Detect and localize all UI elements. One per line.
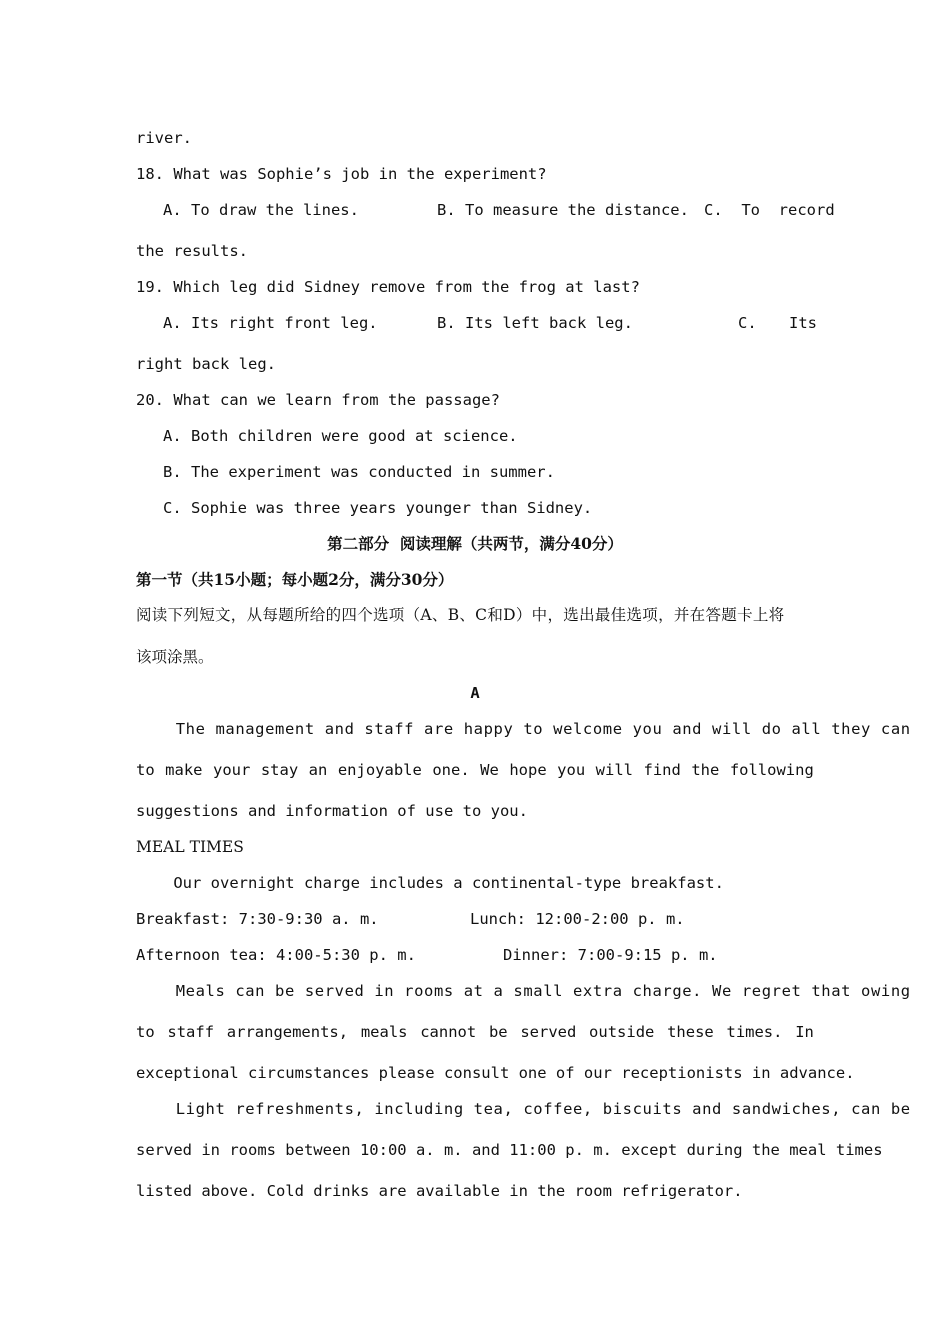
word: We bbox=[480, 761, 499, 779]
meal-paragraph-3-line-2: served in rooms between 10:00 a. m. and 11:00 p. m. except during the meal times bbox=[136, 1141, 883, 1159]
option-18-c: C. To record bbox=[704, 201, 835, 219]
meal-paragraph-1: Our overnight charge includes a continental-type breakfast. bbox=[136, 874, 724, 892]
word: outside bbox=[589, 1023, 655, 1041]
option-18-c-cont: the results. bbox=[136, 242, 248, 260]
instructions-line-2: 该项涂黑。 bbox=[136, 648, 214, 666]
word: will bbox=[595, 761, 633, 779]
word: make bbox=[165, 761, 203, 779]
word: to bbox=[136, 1023, 155, 1041]
option-18-b: B. To measure the distance. bbox=[437, 201, 689, 219]
word: you bbox=[557, 761, 586, 779]
option-19-c-label: C. bbox=[738, 314, 757, 332]
meal-times-heading: MEAL TIMES bbox=[136, 838, 244, 856]
text-line: river. bbox=[136, 129, 192, 147]
section-title: 第一节（共15小题；每小题2分，满分30分） bbox=[136, 570, 454, 589]
word: one. bbox=[432, 761, 470, 779]
word: times. bbox=[726, 1023, 783, 1041]
question-18: 18. What was Sophie’s job in the experiment? bbox=[136, 165, 547, 183]
word: following bbox=[729, 761, 814, 779]
word: cannot bbox=[420, 1023, 477, 1041]
option-19-b: B. Its left back leg. bbox=[437, 314, 633, 332]
word: staff bbox=[167, 1023, 215, 1041]
dinner-time: Dinner: 7:00-9:15 p. m. bbox=[503, 946, 718, 964]
option-20-c: C. Sophie was three years younger than Sidney. bbox=[163, 499, 593, 517]
word: the bbox=[691, 761, 720, 779]
meal-paragraph-2-line-2 bbox=[136, 1023, 814, 1041]
word: hope bbox=[509, 761, 547, 779]
instructions-line-1: 阅读下列短文，从每题所给的四个选项（A、B、C和D）中，选出最佳选项，并在答题卡上将 bbox=[136, 606, 785, 624]
word: these bbox=[667, 1023, 714, 1041]
paragraph-1-line-1: The management and staff are happy to welcome you and will do all they can bbox=[136, 720, 911, 738]
option-18-a: A. To draw the lines. bbox=[163, 201, 359, 219]
part-title: 第二部分 阅读理解（共两节，满分40分） bbox=[327, 534, 623, 553]
meal-paragraph-2-line-1: Meals can be served in rooms at a small extra charge. We regret that owing bbox=[136, 982, 911, 1000]
option-19-c-text: Its bbox=[789, 314, 817, 332]
option-19-a: A. Its right front leg. bbox=[163, 314, 378, 332]
lunch-time: Lunch: 12:00-2:00 p. m. bbox=[470, 910, 685, 928]
word: enjoyable bbox=[337, 761, 422, 779]
question-19: 19. Which leg did Sidney remove from the frog at last? bbox=[136, 278, 640, 296]
option-20-a: A. Both children were good at science. bbox=[163, 427, 518, 445]
word: to bbox=[136, 761, 155, 779]
paragraph-1-line-3: suggestions and information of use to you. bbox=[136, 802, 528, 820]
option-20-b: B. The experiment was conducted in summer. bbox=[163, 463, 555, 481]
word: be bbox=[488, 1023, 508, 1041]
paragraph-1-line-2 bbox=[136, 761, 814, 779]
word: your bbox=[213, 761, 251, 779]
meal-paragraph-3-line-3: listed above. Cold drinks are available in the room refrigerator. bbox=[136, 1182, 743, 1200]
word: arrangements, bbox=[226, 1023, 349, 1041]
passage-letter: A bbox=[470, 684, 480, 702]
option-19-c-cont: right back leg. bbox=[136, 355, 276, 373]
word: stay bbox=[260, 761, 299, 779]
question-20: 20. What can we learn from the passage? bbox=[136, 391, 500, 409]
word: an bbox=[308, 761, 328, 779]
breakfast-time: Breakfast: 7:30-9:30 a. m. bbox=[136, 910, 379, 928]
word: served bbox=[520, 1023, 577, 1041]
afternoon-tea-time: Afternoon tea: 4:00-5:30 p. m. bbox=[136, 946, 416, 964]
word: meals bbox=[360, 1023, 408, 1041]
word: In bbox=[795, 1023, 814, 1041]
meal-paragraph-3-line-1: Light refreshments, including tea, coffee, biscuits and sandwiches, can be bbox=[136, 1100, 911, 1118]
meal-paragraph-2-line-3: exceptional circumstances please consult one of our receptionists in advance. bbox=[136, 1064, 855, 1082]
word: find bbox=[643, 761, 681, 779]
